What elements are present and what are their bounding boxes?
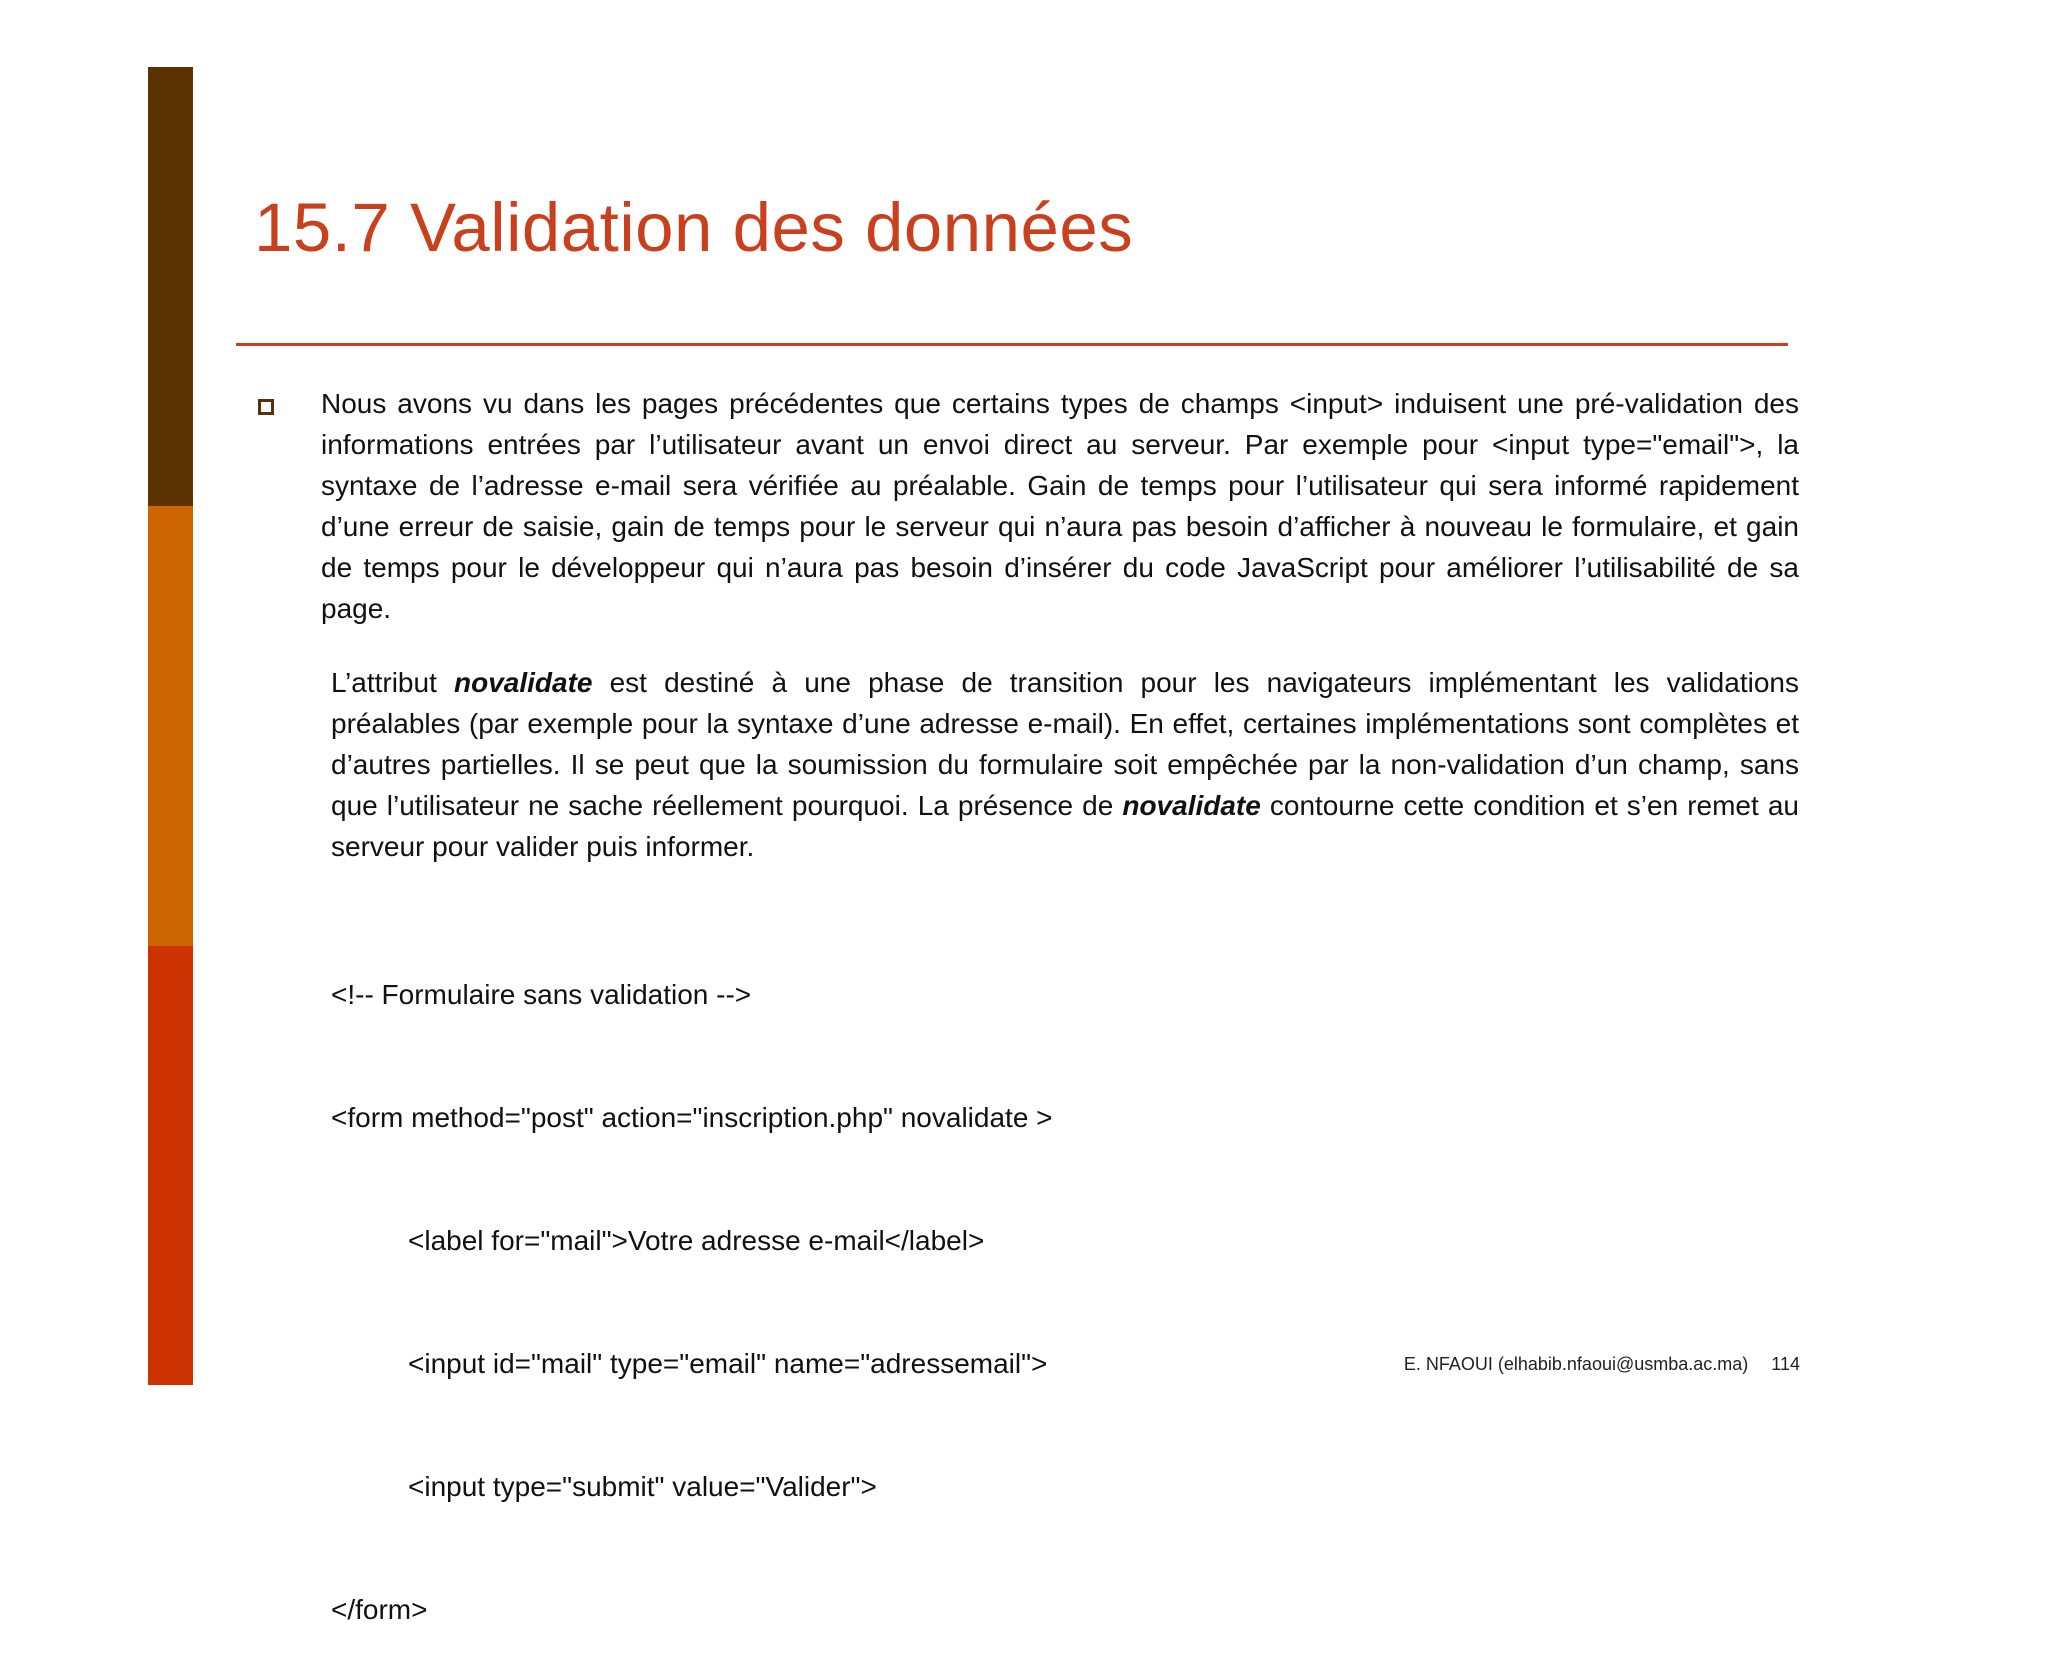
page-number: 114	[1771, 1354, 1800, 1374]
code-line-input-submit: <input type="submit" value="Valider">	[408, 1471, 877, 1502]
code-line-input-email: <input id="mail" type="email" name="adressemail">	[408, 1348, 1048, 1379]
sidebar-segment-bottom	[148, 946, 193, 1385]
code-line-comment: <!-- Formulaire sans validation -->	[331, 979, 752, 1010]
hollow-square-bullet-icon	[258, 399, 274, 415]
sidebar-accent-bar	[148, 67, 193, 1385]
sidebar-segment-top	[148, 67, 193, 506]
paragraph-intro: Nous avons vu dans les pages précédentes que certains types de champs <input> induisent une pré-validation des informations entrées par l’utilisateur avant un envoi direct au serveur. Par exemple pour <input type="email">, la syntaxe de l’adresse e-mail sera vérifiée au préalable. Gain de temps pour l’utilisateur qui sera informé rapidement d’une erreur de saisie, gain de temps pour le serveur qui n’aura pas besoin d’afficher à nouveau le formulaire, et gain de temps pour le développeur qui n’aura pas besoin d’insérer du code JavaScript pour améliorer l’utilisabilité de sa page.	[321, 388, 1799, 624]
paragraph-novalidate-text-2: est destiné à une phase de transition pour les navigateurs implémentant les validations préalables (par exemple pour la syntaxe d’une adresse e-mail). En effet, certaines implémentations sont complètes et d’autres partielles. Il se peut que la soumission du formulaire soit empêchée par la non-validation d’un champ, sans que l’utilisateur ne sache réellement pourquoi. La présence de	[331, 667, 1799, 821]
novalidate-keyword: novalidate	[1122, 790, 1261, 821]
sidebar-segment-middle	[148, 506, 193, 945]
code-line-label: <label for="mail">Votre adresse e-mail</label>	[408, 1225, 985, 1256]
code-line-form-close: </form>	[331, 1594, 428, 1625]
slide-title: 15.7 Validation des données	[254, 189, 1134, 266]
novalidate-keyword: novalidate	[453, 667, 593, 698]
slide-footer	[1404, 1354, 1800, 1375]
footer-author: E. NFAOUI (elhabib.nfaoui@usmba.ac.ma)	[1403, 1354, 1749, 1374]
code-line-form-open: <form method="post" action="inscription.php" novalidate >	[331, 1102, 1053, 1133]
paragraph-novalidate-text-1: L’attribut	[331, 667, 454, 698]
paragraph-novalidate-text-3: contourne cette condition et s’en remet au serveur pour valider puis informer.	[331, 790, 1799, 862]
title-divider	[236, 343, 1788, 346]
paragraph-novalidate	[331, 662, 1799, 867]
code-example	[331, 892, 1531, 1671]
